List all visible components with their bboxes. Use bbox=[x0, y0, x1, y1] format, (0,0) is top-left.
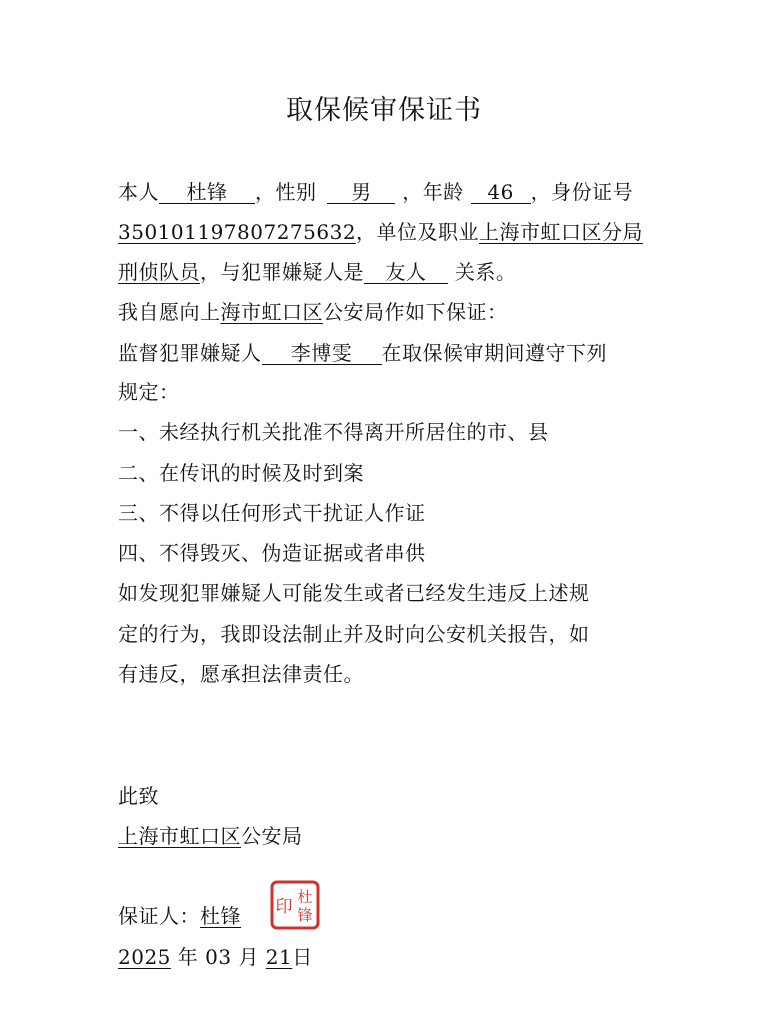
paragraph-line-2: 定的行为，我即设法制止并及时向公安机关报告，如 bbox=[118, 622, 590, 646]
text: ，年龄 bbox=[402, 180, 464, 204]
seal-char-yin: 印 bbox=[275, 897, 293, 917]
date-year-suffix: 年 bbox=[177, 945, 199, 969]
date-month: 03 bbox=[205, 945, 232, 969]
date-line bbox=[118, 944, 313, 970]
paragraph-line-1: 如发现犯罪嫌疑人可能发生或者已经发生违反上述规 bbox=[118, 581, 590, 605]
salutation: 此致 bbox=[118, 784, 159, 808]
employer-field: 上海市虹口区分局 bbox=[479, 220, 644, 244]
text: 关系。 bbox=[454, 260, 517, 284]
text: ，与犯罪嫌疑人是 bbox=[200, 260, 364, 284]
rule-4: 四、不得毁灭、伪造证据或者串供 bbox=[118, 541, 426, 565]
rule-1: 一、未经执行机关批准不得离开所居住的市、县 bbox=[118, 420, 549, 444]
text: ，身份证号 bbox=[530, 180, 634, 204]
signer-label: 保证人： bbox=[118, 904, 200, 928]
date-year: 2025 bbox=[118, 945, 171, 969]
recipient-district: 上海市虹口区 bbox=[118, 824, 241, 848]
line-suspect bbox=[118, 340, 607, 366]
line-id-employer bbox=[118, 219, 643, 245]
date-month-suffix: 月 bbox=[238, 945, 259, 969]
rule-2: 二、在传讯的时候及时到案 bbox=[118, 461, 364, 485]
rule-3: 三、不得以任何形式干扰证人作证 bbox=[118, 501, 426, 525]
line-rules-intro: 规定： bbox=[118, 380, 180, 404]
recipient-suffix: 公安局 bbox=[241, 824, 303, 848]
gender-field: 男 bbox=[327, 181, 395, 204]
text: 本人 bbox=[118, 180, 159, 204]
date-day: 21 bbox=[265, 945, 293, 969]
line-police-district bbox=[118, 299, 508, 325]
name-seal-stamp bbox=[270, 880, 320, 930]
recipient bbox=[118, 823, 303, 849]
signer-line bbox=[118, 903, 241, 929]
relationship-field: 友人 bbox=[364, 261, 448, 284]
seal-char-du: 杜 bbox=[297, 888, 313, 906]
text: 监督犯罪嫌疑人 bbox=[118, 341, 262, 365]
document-title: 取保候审保证书 bbox=[286, 95, 482, 126]
text: ，单位及职业 bbox=[356, 220, 480, 244]
text: 在取保候审期间遵守下列 bbox=[381, 341, 607, 365]
text: 公安局作如下保证： bbox=[323, 300, 508, 324]
line-occupation-relationship bbox=[118, 259, 516, 285]
id-number-field: 350101197807275632 bbox=[118, 220, 357, 244]
suspect-name-field: 李博雯 bbox=[262, 342, 382, 365]
occupation-field: 刑侦队员 bbox=[118, 260, 200, 284]
police-district-field: 海市虹口区 bbox=[220, 300, 323, 324]
line-personal-info bbox=[118, 179, 633, 205]
paragraph-line-3: 有违反，愿承担法律责任。 bbox=[118, 662, 364, 686]
seal-char-feng: 锋 bbox=[297, 906, 313, 924]
age-field: 46 bbox=[471, 181, 531, 204]
text: 我自愿向上 bbox=[118, 300, 221, 324]
signer-name: 杜锋 bbox=[200, 904, 241, 928]
date-day-suffix: 日 bbox=[292, 945, 313, 969]
text: ，性别 bbox=[255, 180, 317, 204]
guarantor-name-field: 杜锋 bbox=[159, 181, 255, 204]
